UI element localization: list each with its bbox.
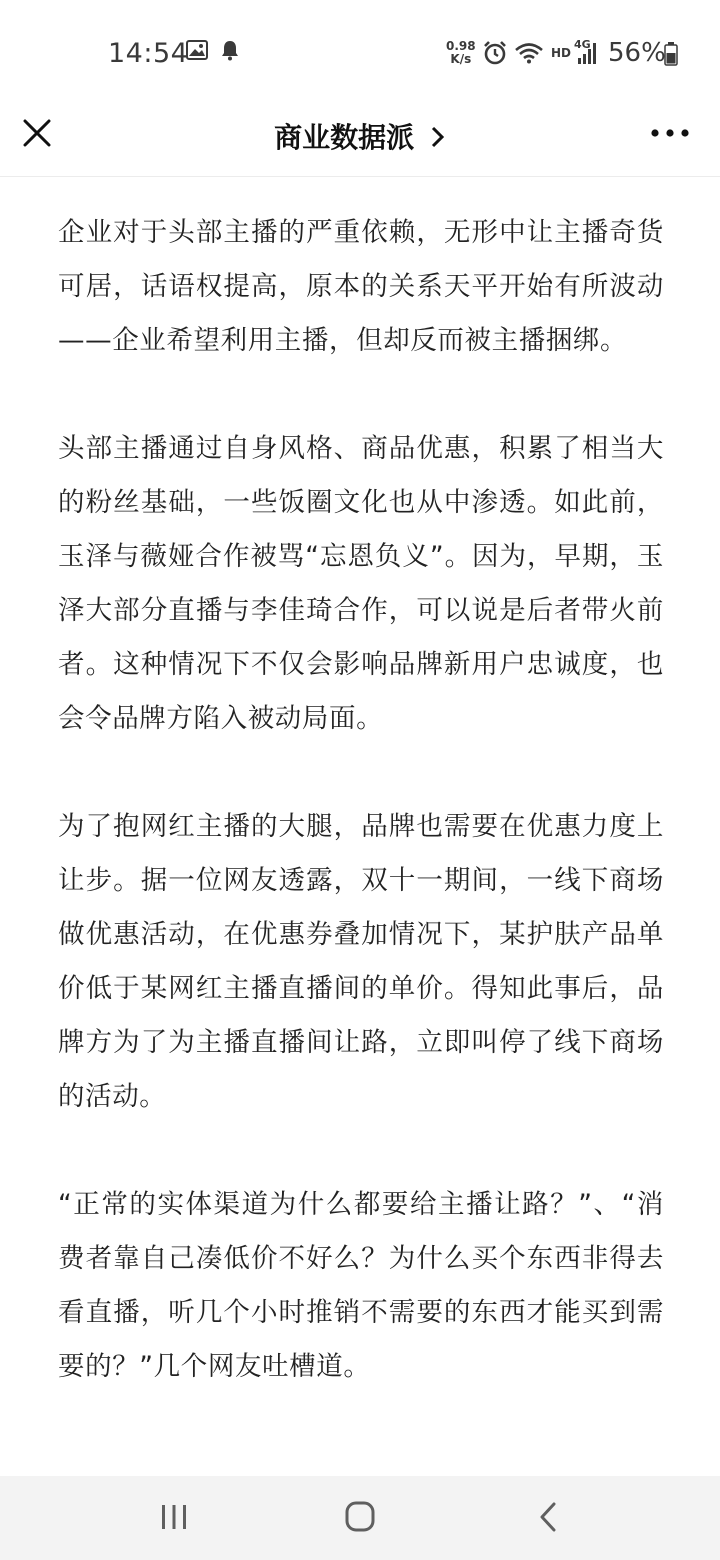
home-button[interactable] [330, 1494, 390, 1540]
chevron-right-icon [430, 123, 446, 156]
account-title-link[interactable] [0, 116, 720, 156]
system-nav-bar [0, 1476, 720, 1560]
article-body [58, 206, 664, 1448]
net-speed [446, 40, 476, 66]
article-paragraph: 为了抱网红主播的大腿，品牌也需要在优惠力度上让步。据一位网友透露，双十一期间，一线下商场做优惠活动，在优惠券叠加情况下，某护肤产品单价低于某网红主播直播间的单价。得知此事后，品牌方为了为主播直播间让路，立即叫停了线下商场的活动。 [58, 811, 664, 1112]
recent-apps-icon [144, 1494, 204, 1540]
recent-apps-button[interactable] [144, 1494, 204, 1540]
status-time: 14:54 [108, 38, 189, 69]
back-icon [518, 1494, 578, 1540]
home-icon [330, 1494, 390, 1540]
top-bar [0, 100, 720, 177]
network-type-label: 4G [574, 38, 591, 51]
article-paragraph: “正常的实体渠道为什么都要给主播让路？”、“消费者靠自己凑低价不好么？为什么买个东西非得去看直播，听几个小时推销不需要的东西才能买到需要的？”几个网友吐槽道。 [58, 1189, 664, 1382]
page-title: 商业数据派 [274, 121, 415, 154]
more-dots-icon [650, 122, 690, 144]
back-button[interactable] [518, 1494, 578, 1540]
more-options-button[interactable] [650, 122, 690, 144]
battery-icon [664, 42, 678, 70]
signal-icon [574, 40, 600, 70]
hd-label: HD [551, 46, 572, 60]
article-paragraph: 企业对于头部主播的严重依赖，无形中让主播奇货可居，话语权提高，原本的关系天平开始有所波动——企业希望利用主播，但却反而被主播捆绑。 [58, 217, 664, 356]
status-bar [0, 0, 720, 100]
notification-bell-icon [220, 39, 240, 65]
net-speed-unit: K/s [450, 52, 472, 66]
wifi-icon [514, 42, 544, 68]
article-paragraph: 头部主播通过自身风格、商品优惠，积累了相当大的粉丝基础，一些饭圈文化也从中渗透。如此前，玉泽与薇娅合作被骂“忘恩负义”。因为，早期，玉泽大部分直播与李佳琦合作，可以说是后者带火前者。这种情况下不仅会影响品牌新用户忠诚度，也会令品牌方陷入被动局面。 [58, 433, 664, 734]
image-icon [186, 40, 208, 64]
battery-percent: 56% [608, 38, 666, 68]
net-speed-value: 0.98 [446, 39, 476, 53]
alarm-icon [482, 40, 508, 70]
